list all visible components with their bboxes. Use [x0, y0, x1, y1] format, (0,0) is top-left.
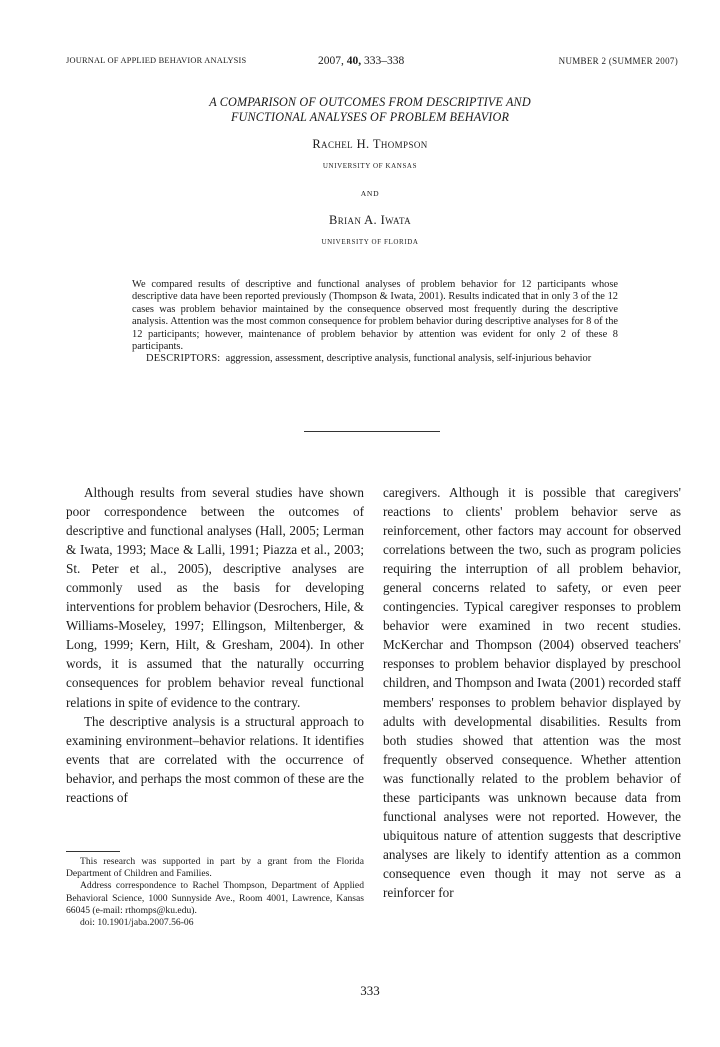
abstract [132, 279, 618, 366]
running-head [66, 56, 678, 70]
issue-info: NUMBER 2 (SUMMER 2007) [558, 56, 678, 66]
title-line-1: A COMPARISON OF OUTCOMES FROM DESCRIPTIVE AND [209, 95, 531, 109]
journal-name: JOURNAL OF APPLIED BEHAVIOR ANALYSIS [66, 56, 247, 65]
citation [318, 55, 404, 67]
citation-volume: 40, [346, 55, 362, 67]
abstract-text: We compared results of descriptive and functional analyses of problem behavior for 12 participants whose descriptive data have been reported previously (Thompson & Iwata, 2001). Results indicated that in only 3 of the 12 cases was problem behavior maintained by the consequence observed most frequently during the descriptive analysis. Attention was the most common consequence for problem behavior during descriptive analyses for 8 of the 12 participants; however, maintenance of problem behavior by attention was evident for only 2 of these 8 participants. [132, 279, 618, 353]
descriptors-label: DESCRIPTORS: [146, 353, 221, 365]
abstract-divider [304, 431, 440, 432]
body-paragraph: caregivers. Although it is possible that caregivers' reactions to clients' problem behavior serve as reinforcement, other factors may account for observed correlations between the two, such as program policies requiring the interruption of all problem behavior, general concerns related to safety, or even peer contingencies. Typical caregiver responses to problem behavior were examined in two recent studies. McKerchar and Thompson (2004) observed teachers' responses to problem behavior displayed by preschool children, and Thompson and Iwata (2001) recorded staff members' responses to problem behavior displayed by adults with developmental disabilities. Results from both studies showed that attention was the most frequently observed consequence. Whether attention was functionally related to the problem behavior of these participants was unknown because data from functional analyses were not reported. However, the ubiquitous nature of attention suggests that descriptive analyses are likely to identify attention as a common consequence even though it may not serve as a reinforcer for [383, 485, 681, 900]
title-line-2: FUNCTIONAL ANALYSES OF PROBLEM BEHAVIOR [230, 110, 510, 124]
author-2: Brian A. Iwata [328, 213, 412, 227]
author-conjunction: AND [360, 189, 380, 198]
descriptors-list: aggression, assessment, descriptive analysis, functional analysis, self-injurious behavior [225, 353, 592, 365]
descriptors [132, 353, 618, 365]
body-column-left [66, 483, 364, 807]
citation-pages: 333–338 [364, 55, 405, 67]
affiliation-2: UNIVERSITY OF FLORIDA [321, 238, 419, 246]
footnote-divider [66, 851, 120, 852]
body-paragraph: The descriptive analysis is a structural approach to examining environment–behavior relations. It identifies events that are correlated with the occurrence of behavior, and perhaps the most common of these are the reactions of [66, 713, 364, 805]
article-title [100, 95, 640, 125]
citation-year: 2007, [318, 55, 344, 67]
body-column-right [383, 483, 681, 902]
affiliation-1: UNIVERSITY OF KANSAS [322, 162, 418, 170]
footnote-doi: doi: 10.1901/jaba.2007.56-06 [80, 917, 194, 929]
author-1: Rachel H. Thompson [312, 137, 428, 151]
page-number: 333 [360, 983, 380, 998]
footnotes [66, 856, 364, 929]
footnote-correspondence: Address correspondence to Rachel Thompson, Department of Applied Behavioral Science, 1000 Sunnyside Ave., Room 4001, Lawrence, Kansas 66045 (e-mail: rthomps@ku.edu). [66, 880, 364, 916]
body-paragraph: Although results from several studies have shown poor correspondence between the outcomes of descriptive and functional analyses (Hall, 2005; Lerman & Iwata, 1993; Mace & Lalli, 1991; Piazza et al., 2003; St. Peter et al., 2005), descriptive analyses are commonly used as the basis for developing interventions for problem behavior (Desrochers, Hile, & Williams-Moseley, 1997; Ellingson, Miltenberger, & Long, 1999; Kern, Hilt, & Gresham, 2004). In other words, it is assumed that the naturally occurring consequences for problem behavior reveal functional relations in spite of evidence to the contrary. [66, 485, 364, 710]
footnote-support: This research was supported in part by a grant from the Florida Department of Children and Families. [66, 856, 364, 880]
